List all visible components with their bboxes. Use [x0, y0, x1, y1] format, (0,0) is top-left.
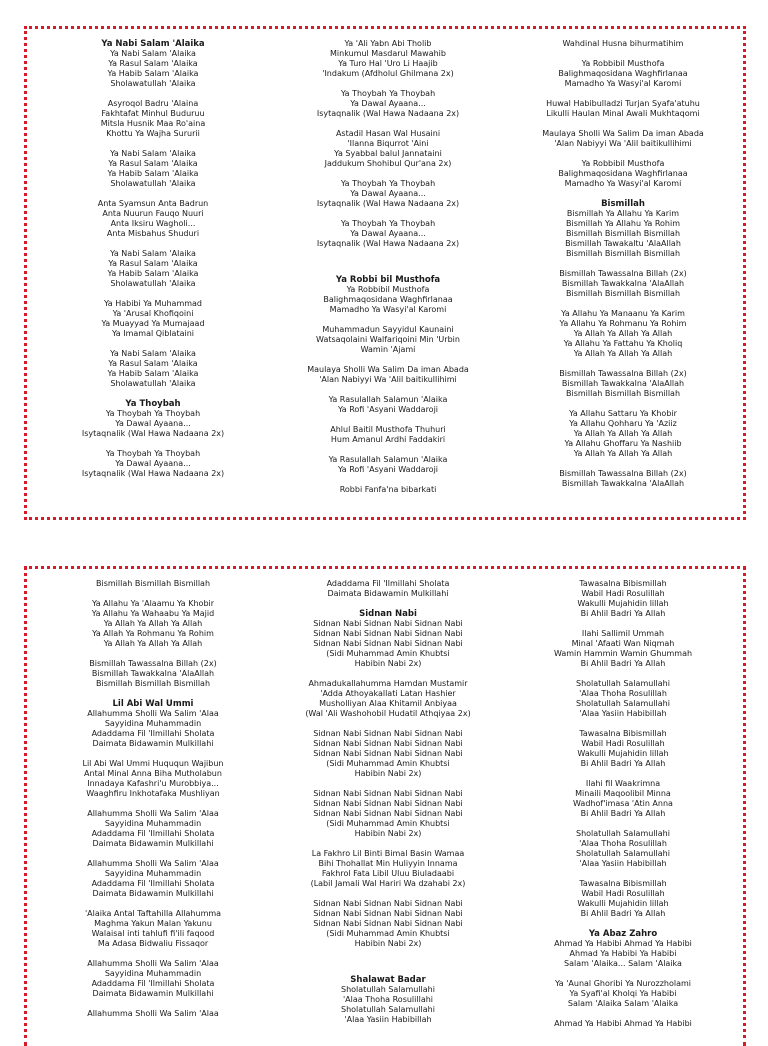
lyric-line: Sholawatullah 'Alaika	[110, 179, 196, 188]
lyric-line: Mamadho Ya Wasyi'al Karomi	[329, 305, 447, 314]
lyric-line: Bismillah Bismillah Bismillah	[565, 389, 681, 398]
lyric-line: Bismillah Tawassalna Billah (2x)	[559, 469, 687, 478]
lyric-line: Wahdinal Husna bihurmatihim	[562, 39, 684, 48]
lyric-line: Sidnan Nabi Sidnan Nabi Sidnan Nabi	[313, 629, 463, 638]
verse-block	[35, 659, 271, 689]
lyric-line: Wadhof'imasa 'Atin Anna	[573, 799, 673, 808]
lyrics-column-3	[505, 579, 741, 1039]
lyric-line: Minal 'Afaati Wan Niqmah	[571, 639, 675, 648]
lyric-line: Ya Rasul Salam 'Alaika	[108, 259, 198, 268]
lyric-line: 'Alaa Thoha Rosulillahi	[342, 995, 434, 1004]
lyric-line: Bismillah Tawakkalna 'AlaAllah	[91, 669, 215, 678]
lyric-line: Musholliyan Alaa Khitamil Anbiyaa	[319, 699, 457, 708]
lyric-line: Bismillah Tawassalna Billah (2x)	[89, 659, 217, 668]
lyric-line: Wamin Hammin Wamin Ghummah	[553, 649, 693, 658]
lyric-line: Minkumul Masdarul Mawahib	[330, 49, 446, 58]
verse-block	[35, 599, 271, 649]
lyric-line: Adaddama Fil 'Ilmillahi Sholata	[91, 979, 215, 988]
lyric-line: Ya Syabbal balul Jannataini	[334, 149, 442, 158]
lyric-line: Adaddama Fil 'Ilmillahi Sholata	[91, 729, 215, 738]
lyric-line: Bismillah Tawakkalna 'AlaAllah	[561, 379, 685, 388]
verse-block	[35, 909, 271, 949]
lyric-line: Ya Habib Salam 'Alaika	[107, 269, 199, 278]
lyric-line: (Labil Jamali Wal Hariri Wa dzahabi 2x)	[310, 879, 466, 888]
verse-block	[270, 729, 506, 779]
verse-block	[270, 219, 506, 249]
lyric-line: Huwal Habibulladzi Turjan Syafa'atuhu	[546, 99, 700, 108]
lyric-line: Isytaqnalik (Wal Hawa Nadaana 2x)	[81, 469, 225, 478]
verse-block	[270, 679, 506, 719]
lyric-line: Habibin Nabi 2x)	[354, 939, 422, 948]
verse-block	[35, 699, 271, 749]
lyric-line: 'Alan Nabiyyi Wa 'Alil baitikullihimi	[319, 375, 457, 384]
verse-block	[505, 879, 741, 919]
verse-block	[505, 39, 741, 49]
lyric-line: Sholatullah Salamullahi	[576, 829, 670, 838]
lyric-line: Adaddama Fil 'Ilmillahi Sholata	[91, 829, 215, 838]
lyric-line: Ya Rasul Salam 'Alaika	[108, 159, 198, 168]
lyrics-column-3	[505, 39, 741, 499]
lyric-line: Muhammadun Sayyidul Kaunaini	[322, 325, 454, 334]
lyric-line: Anta Syamsun Anta Badrun	[97, 199, 209, 208]
lyric-line: Ya Rasulallah Salamun 'Alaika	[328, 395, 448, 404]
verse-block	[35, 249, 271, 289]
verse-block	[35, 39, 271, 89]
lyric-line: Allahumma Sholli Wa Salim 'Alaa	[87, 859, 219, 868]
verse-block	[505, 729, 741, 769]
verse-block	[505, 59, 741, 89]
lyric-line: Mitsla Husnik Maa Ro'aina	[100, 119, 206, 128]
verse-block	[505, 779, 741, 819]
lyric-line: Ya Habib Salam 'Alaika	[107, 369, 199, 378]
lyric-line: Ya Nabi Salam 'Alaika	[110, 249, 196, 258]
lyric-line: Tawasalna Bibismillah	[579, 579, 667, 588]
lyric-line: Sidnan Nabi Sidnan Nabi Sidnan Nabi	[313, 619, 463, 628]
lyric-line: Sholatullah Salamullahi	[576, 699, 670, 708]
lyric-line: Wamin 'Ajami	[360, 345, 416, 354]
lyric-line: Ya Rasul Salam 'Alaika	[108, 359, 198, 368]
lyric-line: Salam 'Alaika Salam 'Alaika	[567, 999, 679, 1008]
lyric-line: Isytaqnalik (Wal Hawa Nadaana 2x)	[316, 199, 460, 208]
lyric-line: Ya Dawal Ayaana...	[115, 419, 191, 428]
verse-block	[35, 449, 271, 479]
lyric-line: Allahumma Sholli Wa Salim 'Alaa	[87, 809, 219, 818]
verse-block	[505, 469, 741, 489]
verse-block	[505, 979, 741, 1009]
lyric-line: Adaddama Fil 'Ilmillahi Sholata	[91, 879, 215, 888]
lyric-line: Allahumma Sholli Wa Salim 'Alaa	[87, 1009, 219, 1018]
lyric-line: Bismillah Tawakaltu 'AlaAllah	[565, 239, 681, 248]
lyric-line: Ahmadukallahumma Hamdan Mustamir	[308, 679, 468, 688]
lyric-line: Bismillah Bismillah Bismillah	[565, 229, 681, 238]
lyric-line: Sidnan Nabi Sidnan Nabi Sidnan Nabi	[313, 909, 463, 918]
lyric-line: Balighmaqosidana Waghfirlanaa	[558, 169, 688, 178]
lyric-line: Ahmad Ya Habibi Ahmad Ya Habibi	[554, 939, 692, 948]
verse-block	[505, 159, 741, 189]
lyric-line: Bi Ahlil Badri Ya Allah	[580, 609, 666, 618]
lyric-line: Ya Thoybah Ya Thoybah	[105, 449, 201, 458]
lyric-line: Ya Thoybah Ya Thoybah	[340, 179, 436, 188]
lyric-line: Fakhrol Fata Libil Uluu Biuladaabi	[321, 869, 455, 878]
lyric-line: Sholawatullah 'Alaika	[110, 279, 196, 288]
lyric-line: 'Alaa Yasiin Habibillah	[579, 709, 667, 718]
lyric-line: Asyroqol Badru 'Alaina	[107, 99, 199, 108]
lyrics-column-1	[35, 39, 271, 489]
lyric-line: Bismillah Tawassalna Billah (2x)	[559, 369, 687, 378]
lyric-line: Innadaya Kafashri'u Murobbiya...	[87, 779, 219, 788]
section-title: Sidnan Nabi	[359, 609, 417, 619]
lyric-line: Ya Dawal Ayaana...	[350, 189, 426, 198]
section-title: Ya Abaz Zahro	[588, 929, 658, 939]
lyric-line: Sidnan Nabi Sidnan Nabi Sidnan Nabi	[313, 729, 463, 738]
lyric-line: Ya Robbibil Musthofa	[581, 59, 665, 68]
verse-block	[270, 89, 506, 119]
verse-block	[270, 579, 506, 599]
lyric-line: (Sidi Muhammad Amin Khubtsi	[326, 759, 450, 768]
lyric-line: Ya Habibi Ya Muhammad	[103, 299, 203, 308]
lyric-line: Daimata Bidawamin Mulkillahi	[92, 839, 214, 848]
lyric-line: 'Adda Athoyakallati Latan Hashier	[320, 689, 456, 698]
verse-block	[35, 149, 271, 189]
verse-block	[35, 349, 271, 389]
verse-block	[505, 929, 741, 969]
lyric-line: Sayyidina Muhammadin	[104, 819, 202, 828]
lyric-line: Ya Allahu Ya Rohmanu Ya Rohim	[559, 319, 687, 328]
lyric-line: Ya Allahu Ya Wahaabu Ya Majid	[91, 609, 215, 618]
lyric-line: Ahmad Ya Habibi Ahmad Ya Habibi	[554, 1019, 692, 1028]
verse-block	[270, 849, 506, 889]
lyric-line: Sidnan Nabi Sidnan Nabi Sidnan Nabi	[313, 919, 463, 928]
lyric-line: Ya Habib Salam 'Alaika	[107, 169, 199, 178]
lyric-line: Habibin Nabi 2x)	[354, 659, 422, 668]
lyric-line: Balighmaqosidana Waghfirlanaa	[323, 295, 453, 304]
lyric-line: Sholatullah Salamullahi	[576, 849, 670, 858]
lyric-line: Sayyidina Muhammadin	[104, 869, 202, 878]
lyric-line: Anta Nuurun Fauqo Nuuri	[102, 209, 204, 218]
lyric-line: Likulli Haulan Minal Awali Mukhtaqomi	[546, 109, 700, 118]
lyric-line: Bi Ahlil Badri Ya Allah	[580, 909, 666, 918]
lyric-line: Ya Allah Ya Rohmanu Ya Rohim	[92, 629, 214, 638]
lyric-line: Ya Allah Ya Allah Ya Allah	[103, 639, 203, 648]
lyric-line: Ya 'Ali Yabn Abi Tholib	[344, 39, 432, 48]
verse-block	[270, 129, 506, 169]
lyric-line: Ya Syafi'al Kholqi Ya Habibi	[569, 989, 677, 998]
lyric-line: Sholawatullah 'Alaika	[110, 379, 196, 388]
lyric-line: Ya 'Arusal Khofiqoini	[112, 309, 194, 318]
lyric-line: Sayyidina Muhammadin	[104, 719, 202, 728]
lyric-line: (Sidi Muhammad Amin Khubtsi	[326, 929, 450, 938]
lyric-line: Jaddukum Shohibul Qur'ana 2x)	[324, 159, 452, 168]
lyric-line: Ya Turo Hal 'Uro Li Haajib	[338, 59, 438, 68]
lyric-line: Bi Ahlil Badri Ya Allah	[580, 659, 666, 668]
verse-block	[505, 199, 741, 259]
verse-block	[505, 309, 741, 359]
lyric-line: Mamadho Ya Wasyi'al Karomi	[564, 79, 682, 88]
lyric-line: 'Alan Nabiyyi Wa 'Alil baitikullihimi	[554, 139, 692, 148]
lyric-line: Ilahi fil Waakrimna	[585, 779, 661, 788]
lyric-line: Ya Habib Salam 'Alaika	[107, 69, 199, 78]
verse-block	[505, 629, 741, 669]
lyric-line: Ya Robbibil Musthofa	[581, 159, 665, 168]
lyric-line: Ya Allah Ya Allah Ya Allah	[573, 429, 673, 438]
lyric-line: (Sidi Muhammad Amin Khubtsi	[326, 649, 450, 658]
verse-block	[270, 275, 506, 315]
lyric-line: Wakulli Mujahidin lillah	[577, 599, 669, 608]
lyric-line: Mamadho Ya Wasyi'al Karomi	[564, 179, 682, 188]
section-title: Lil Abi Wal Ummi	[112, 699, 194, 709]
lyric-line: Hum Amanul Ardhi Faddakiri	[330, 435, 446, 444]
section-title: Ya Thoybah	[125, 399, 181, 409]
lyric-line: Watsaqolaini Walfariqoini Min 'Urbin	[316, 335, 460, 344]
lyric-line: Tawasalna Bibismillah	[579, 729, 667, 738]
lyric-line: Isytaqnalik (Wal Hawa Nadaana 2x)	[316, 109, 460, 118]
lyric-line: Astadil Hasan Wal Husaini	[335, 129, 441, 138]
lyric-line: Sholatullah Salamullahi	[341, 1005, 435, 1014]
lyric-line: Wabil Hadi Rosulillah	[581, 889, 665, 898]
lyric-line: Ya Nabi Salam 'Alaika	[110, 349, 196, 358]
lyric-line: Khottu Ya Wajha Sururii	[106, 129, 200, 138]
verse-block	[35, 99, 271, 139]
lyric-line: Maulaya Sholli Wa Salim Da iman Abada	[307, 365, 469, 374]
lyric-line: Ya Allah Ya Allah Ya Allah	[573, 349, 673, 358]
lyric-line: Ya Allah Ya Allah Ya Allah	[103, 619, 203, 628]
lyric-line: Antal Minal Anna Biha Mutholabun	[84, 769, 222, 778]
lyric-line: Wakulli Mujahidin lillah	[577, 899, 669, 908]
verse-block	[270, 899, 506, 949]
verse-block	[270, 425, 506, 445]
lyric-line: Bismillah Tawakkalna 'AlaAllah	[561, 479, 685, 488]
lyric-line: Ya 'Aunal Ghoribi Ya Nurozzholami	[554, 979, 692, 988]
lyric-line: Bi Ahlil Badri Ya Allah	[580, 809, 666, 818]
lyric-line: Waaghfiru Inkhotafaka Mushliyan	[86, 789, 220, 798]
lyric-line: Sidnan Nabi Sidnan Nabi Sidnan Nabi	[313, 739, 463, 748]
lyrics-column-1	[35, 579, 271, 1029]
verse-block	[270, 39, 506, 79]
lyric-line: 'Alaika Antal Taftahilla Allahumma	[84, 909, 222, 918]
lyric-line: Ahlul Baitil Musthofa Thuhuri	[330, 425, 446, 434]
lyric-line: Ya Allahu Ghoffaru Ya Nashiib	[564, 439, 682, 448]
lyric-line: Sayyidina Muhammadin	[104, 969, 202, 978]
lyric-line: Bi Ahlil Badri Ya Allah	[580, 759, 666, 768]
lyric-line: Ya Allah Ya Allah Ya Allah	[573, 329, 673, 338]
lyric-line: Ahmad Ya Habibi Ya Habibi	[569, 949, 677, 958]
lyric-line: Anta Misbahus Shuduri	[106, 229, 200, 238]
lyric-line: Robbi Fanfa'na bibarkati	[339, 485, 437, 494]
lyric-line: Sidnan Nabi Sidnan Nabi Sidnan Nabi	[313, 809, 463, 818]
lyric-line: Isytaqnalik (Wal Hawa Nadaana 2x)	[81, 429, 225, 438]
verse-block	[270, 789, 506, 839]
verse-block	[505, 269, 741, 299]
verse-block	[270, 395, 506, 415]
lyric-line: Sidnan Nabi Sidnan Nabi Sidnan Nabi	[313, 899, 463, 908]
lyric-line: Sidnan Nabi Sidnan Nabi Sidnan Nabi	[313, 789, 463, 798]
lyric-line: Bismillah Ya Allahu Ya Rohim	[566, 219, 680, 228]
lyric-line: Bihi Thohallat Min Huliyyin Innama	[318, 859, 458, 868]
lyric-line: Salam 'Alaika... Salam 'Alaika	[564, 959, 682, 968]
verse-block	[505, 409, 741, 459]
lyric-line: Ya Allahu Ya Fattahu Ya Kholiq	[563, 339, 683, 348]
lyrics-panel-1	[24, 26, 746, 520]
verse-block	[35, 959, 271, 999]
lyric-line: Ya Imamal Qiblataini	[111, 329, 195, 338]
verse-block	[505, 129, 741, 149]
lyric-line: Sholatullah Salamullahi	[341, 985, 435, 994]
lyric-line: La Fakhro Lil Binti Bimal Basin Wamaa	[311, 849, 465, 858]
lyric-line: Walaisal inti tahlufi fi'ili faqood	[91, 929, 215, 938]
lyric-line: Ya Thoybah Ya Thoybah	[105, 409, 201, 418]
lyric-line: Sholawatullah 'Alaika	[110, 79, 196, 88]
verse-block	[270, 485, 506, 495]
lyric-line: Ya Thoybah Ya Thoybah	[340, 219, 436, 228]
lyric-line: Ya Allahu Ya 'Alaamu Ya Khobir	[91, 599, 215, 608]
lyrics-panel-2	[24, 566, 746, 1046]
lyric-line: Wabil Hadi Rosulillah	[581, 589, 665, 598]
verse-block	[35, 579, 271, 589]
lyric-line: Ya Dawal Ayaana...	[115, 459, 191, 468]
lyric-line: Ilahi Sallimil Ummah	[581, 629, 665, 638]
verse-block	[35, 859, 271, 899]
lyric-line: Daimata Bidawamin Mulkillahi	[92, 739, 214, 748]
verse-block	[505, 369, 741, 399]
lyric-line: Ya Thoybah Ya Thoybah	[340, 89, 436, 98]
lyric-line: Ya Rofi 'Asyani Waddaroji	[337, 465, 439, 474]
lyric-line: Ya Dawal Ayaana...	[350, 229, 426, 238]
lyric-line: 'Alaa Thoha Rosulillah	[579, 839, 667, 848]
lyric-line: 'Alaa Yasiin Habibillah	[344, 1015, 432, 1024]
lyric-line: Lil Abi Wal Ummi Huququn Wajibun	[82, 759, 224, 768]
lyrics-column-2	[270, 39, 506, 505]
lyric-line: Ya Robbibil Musthofa	[346, 285, 430, 294]
verse-block	[35, 399, 271, 439]
verse-block	[270, 455, 506, 475]
lyric-line: Ma Adasa Bidwaliu Fissaqor	[97, 939, 209, 948]
lyric-line: Bismillah Bismillah Bismillah	[95, 579, 211, 588]
lyric-line: Daimata Bidawamin Mulkillahi	[327, 589, 449, 598]
verse-block	[270, 325, 506, 355]
lyric-line: 'Alaa Thoha Rosulillah	[579, 689, 667, 698]
lyric-line: Allahumma Sholli Wa Salim 'Alaa	[87, 959, 219, 968]
verse-block	[270, 365, 506, 385]
lyric-line: Adaddama Fil 'Ilmillahi Sholata	[326, 579, 450, 588]
lyric-line: Ya Muayyad Ya Mumajaad	[101, 319, 205, 328]
lyric-line: Allahumma Sholli Wa Salim 'Alaa	[87, 709, 219, 718]
lyric-line: (Sidi Muhammad Amin Khubtsi	[326, 819, 450, 828]
section-title: Shalawat Badar	[350, 975, 426, 985]
verse-block	[270, 975, 506, 1025]
verse-block	[35, 1009, 271, 1019]
lyric-line: Wakulli Mujahidin lillah	[577, 749, 669, 758]
lyric-line: Daimata Bidawamin Mulkillahi	[92, 889, 214, 898]
lyrics-column-2	[270, 579, 506, 1035]
lyric-line: 'Alaa Yasiin Habibillah	[579, 859, 667, 868]
lyric-line: Tawasalna Bibismillah	[579, 879, 667, 888]
verse-block	[35, 809, 271, 849]
lyric-line: Bismillah Tawassalna Billah (2x)	[559, 269, 687, 278]
lyric-line: Bismillah Bismillah Bismillah	[565, 289, 681, 298]
lyric-line: Ya Allahu Qohharu Ya 'Aziiz	[569, 419, 677, 428]
verse-block	[270, 179, 506, 209]
lyric-line: Anta Iksiru Wagholi...	[110, 219, 196, 228]
lyric-line: Habibin Nabi 2x)	[354, 829, 422, 838]
verse-block	[505, 829, 741, 869]
lyric-line: Sidnan Nabi Sidnan Nabi Sidnan Nabi	[313, 799, 463, 808]
lyric-line: Wabil Hadi Rosulillah	[581, 739, 665, 748]
verse-block	[505, 1019, 741, 1029]
section-title: Ya Robbi bil Musthofa	[335, 275, 441, 285]
lyric-line: Maulaya Sholli Wa Salim Da iman Abada	[542, 129, 704, 138]
lyric-line: Bismillah Tawakkalna 'AlaAllah	[561, 279, 685, 288]
lyric-line: Minaili Maqoolibil Minna	[575, 789, 671, 798]
lyric-line: Sholatullah Salamullahi	[576, 679, 670, 688]
lyric-line: Ya Rofi 'Asyani Waddaroji	[337, 405, 439, 414]
verse-block	[505, 99, 741, 119]
verse-block	[505, 679, 741, 719]
section-title: Bismillah	[601, 199, 645, 209]
lyric-line: Ya Nabi Salam 'Alaika	[110, 149, 196, 158]
verse-block	[35, 299, 271, 339]
verse-block	[35, 759, 271, 799]
lyric-line: Ya Dawal Ayaana...	[350, 99, 426, 108]
lyric-line: Balighmaqosidana Waghfirlanaa	[558, 69, 688, 78]
lyric-line: Bismillah Ya Allahu Ya Karim	[566, 209, 680, 218]
lyric-line: Ya Rasul Salam 'Alaika	[108, 59, 198, 68]
lyric-line: Isytaqnalik (Wal Hawa Nadaana 2x)	[316, 239, 460, 248]
lyric-line: Ya Nabi Salam 'Alaika	[110, 49, 196, 58]
lyric-line: Habibin Nabi 2x)	[354, 769, 422, 778]
lyric-line: Ya Allahu Ya Manaanu Ya Karim	[561, 309, 685, 318]
lyric-line: 'Ilanna Biqurrot 'Aini	[347, 139, 429, 148]
lyric-line: Bismillah Bismillah Bismillah	[565, 249, 681, 258]
verse-block	[35, 199, 271, 239]
lyric-line: Ya Allah Ya Allah Ya Allah	[573, 449, 673, 458]
lyric-line: Sidnan Nabi Sidnan Nabi Sidnan Nabi	[313, 639, 463, 648]
verse-block	[505, 579, 741, 619]
lyric-line: Sidnan Nabi Sidnan Nabi Sidnan Nabi	[313, 749, 463, 758]
verse-block	[270, 609, 506, 669]
lyric-line: 'Indakum (Afdholul Ghilmana 2x)	[322, 69, 454, 78]
lyric-line: Bismillah Bismillah Bismillah	[95, 679, 211, 688]
section-title: Ya Nabi Salam 'Alaika	[101, 39, 205, 49]
lyric-line: Maghma Yakun Malan Yakunu	[94, 919, 212, 928]
lyric-line: Fakhtafat Minhul Buduruu	[101, 109, 205, 118]
lyric-line: Ya Allahu Sattaru Ya Khobir	[569, 409, 677, 418]
lyric-line: Ya Rasulallah Salamun 'Alaika	[328, 455, 448, 464]
lyric-line: (Wal 'Ali Washohobil Hudatil Athqiyaa 2x)	[305, 709, 471, 718]
lyric-line: Daimata Bidawamin Mulkillahi	[92, 989, 214, 998]
